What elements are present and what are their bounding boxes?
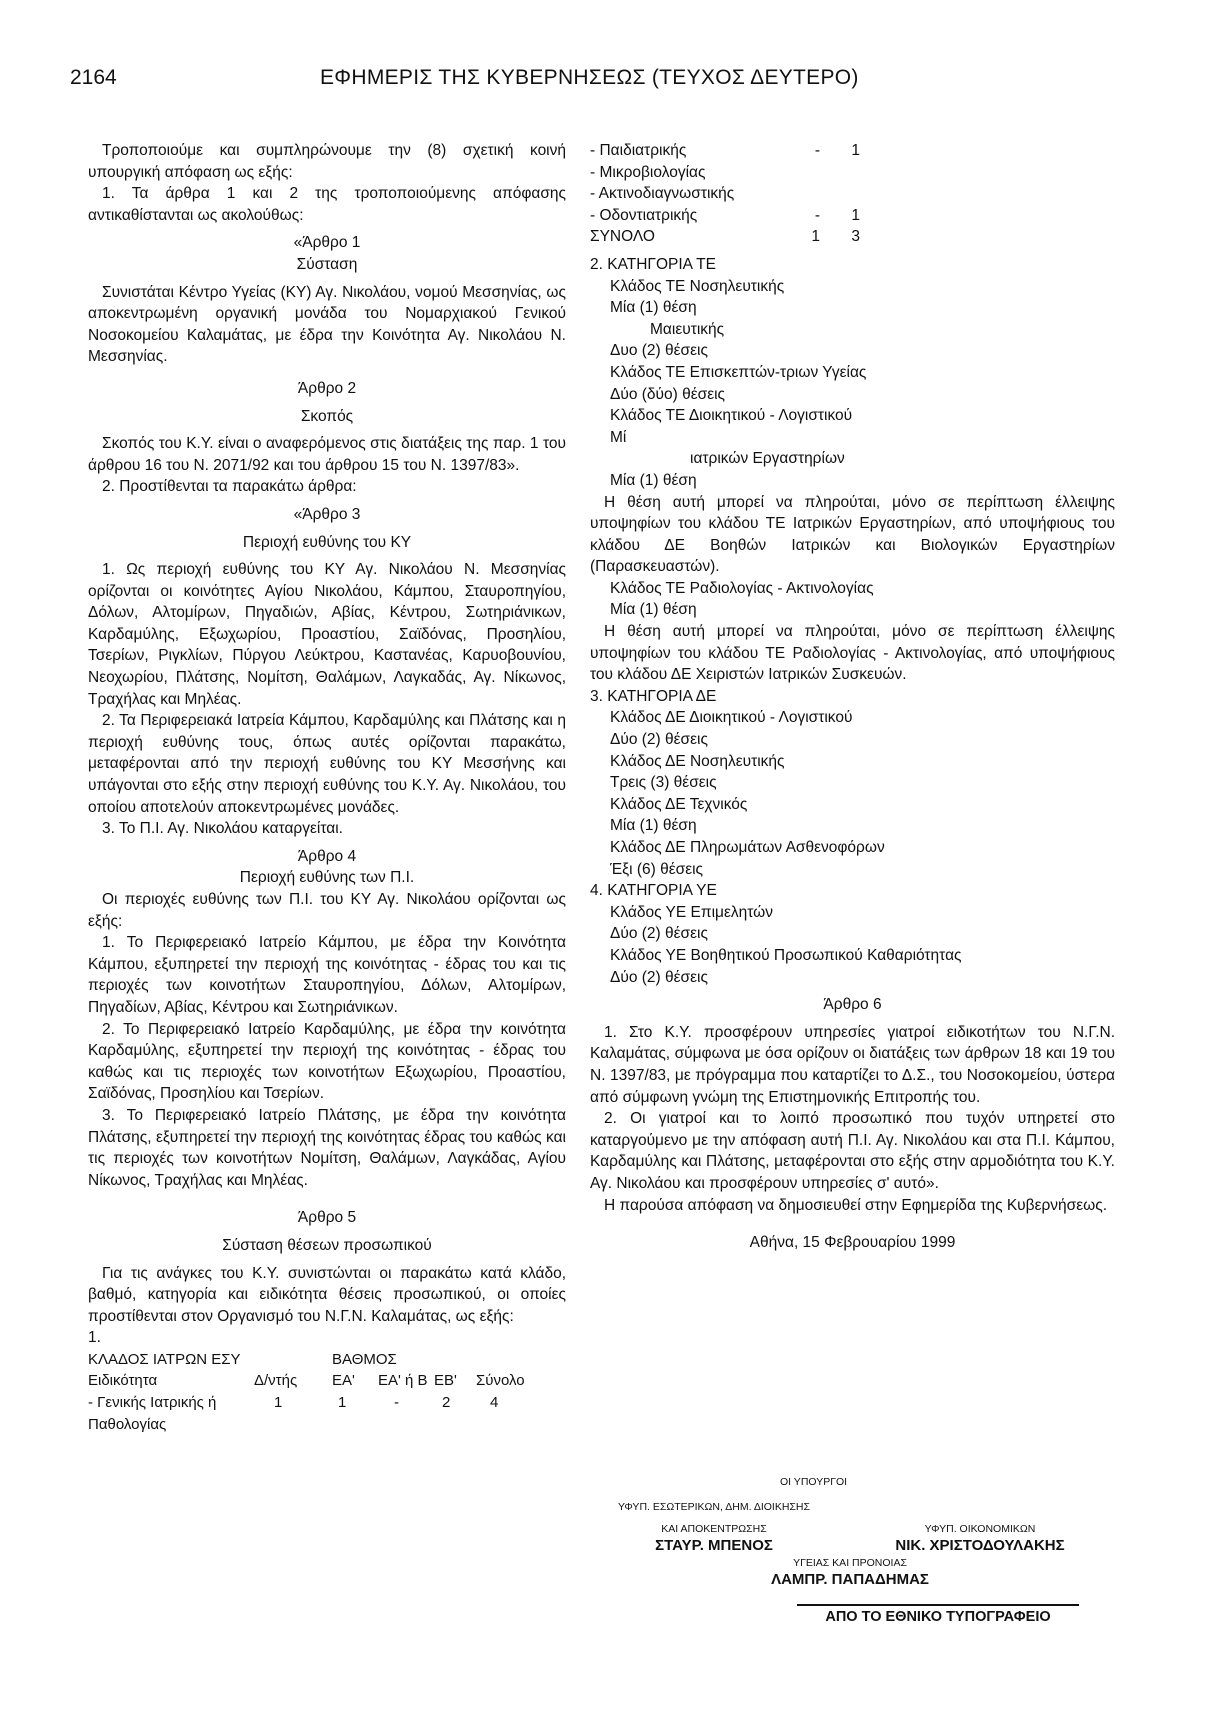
article-4-subtitle: Περιοχή ευθύνης των Π.Ι.: [239, 869, 415, 887]
article-1-subtitle: Σύσταση: [296, 255, 358, 273]
note-paragraph: Η θέση αυτή μπορεί να πληρούται, μόνο σε περίπτωση έλλειψης υποψηφίων του κλάδου ΤΕ Ραδιολογίας - Ακτινολογίας, από υποψήφιους του κλάδου ΔΕ Χειριστών Ιατρικών Συσκευών.: [590, 623, 1115, 684]
article-2-subtitle: Σκοπός: [300, 407, 354, 425]
gazette-title: ΕΦΗΜΕΡΙΣ ΤΗΣ ΚΥΒΕΡΝΗΣΕΩΣ (ΤΕΥΧΟΣ ΔΕΥΤΕΡΟ): [320, 66, 859, 89]
positions-line: Δυο (2) θέσεις: [610, 342, 708, 360]
branch-line: Κλάδος ΥΕ Επιμελητών: [610, 903, 773, 921]
table-header-cell: Δ/ντής: [254, 1372, 298, 1390]
article-4-item-3: 3. Το Περιφερειακό Ιατρείο Πλάτσης, με έδρα την κοινότητα Πλάτσης, εξυπηρετεί την περιοχή της κοινότητας έδρας του καθώς και τις περιοχές των κοινοτήτων Νομίτση, Θαλάμων, Λαγκάδας, Αγίου Νίκωνος, Τραχήλας και Μηλέας.: [88, 1106, 566, 1189]
branch-line: Κλάδος ΤΕ Νοσηλευτικής: [610, 277, 785, 295]
signature-title: ΥΓΕΙΑΣ ΚΑΙ ΠΡΟΝΟΙΑΣ: [793, 1557, 907, 1569]
signature-block-3: [730, 1556, 970, 1590]
right-column: [590, 140, 1115, 1254]
positions-line: Έξι (6) θέσεις: [610, 860, 704, 878]
paragraph-2: 2. Προστίθενται τα παρακάτω άρθρα:: [102, 478, 357, 496]
table-cell: [254, 1414, 332, 1436]
positions-line: Μία (1) θέση: [610, 299, 697, 317]
article-4-title: Άρθρο 4: [297, 847, 357, 865]
table-header-cell: ΕΒ': [434, 1372, 457, 1390]
branch-line: Κλάδος ΤΕ Επισκεπτών-τριων Υγείας: [610, 363, 867, 381]
article-5-text: Για τις ανάγκες του Κ.Υ. συνιστώνται οι παρακάτω κατά κλάδο, βαθμό, κατηγορία και ειδικότητα θέσεις προσωπικού, οι οποίες προστίθενται στον Οργανισμό του Ν.Γ.Ν. Καλαμάτας, ως εξής:: [88, 1264, 566, 1325]
table-cell: 4: [490, 1394, 499, 1412]
signature-title: ΥΦΥΠ. ΕΣΩΤΕΡΙΚΩΝ, ΔΗΜ. ΔΙΟΙΚΗΣΗΣ: [617, 1501, 810, 1513]
branch-line: Μαιευτικής: [650, 320, 725, 338]
article-4-intro: Οι περιοχές ευθύνης των Π.Ι. του ΚΥ Αγ. Νικολάου ορίζονται ως εξής:: [88, 891, 566, 930]
article-3-subtitle: Περιοχή ευθύνης του ΚΥ: [242, 533, 412, 551]
specialty-row: - Οδοντιατρικής - 1: [590, 206, 860, 224]
signature-name: ΝΙΚ. ΧΡΙΣΤΟΔΟΥΛΑΚΗΣ: [895, 1537, 1065, 1554]
positions-line: Δύο (δύο) θέσεις: [610, 385, 726, 403]
table-cell: - Γενικής Ιατρικής ή: [88, 1394, 217, 1412]
signature-title: ΥΦΥΠ. ΟΙΚΟΝΟΜΙΚΩΝ: [924, 1523, 1036, 1535]
table-cell: Παθολογίας: [88, 1415, 167, 1433]
specialty-row: - Ακτινοδιαγνωστικής: [590, 185, 735, 203]
note-paragraph: Η θέση αυτή μπορεί να πληρούται, μόνο σε περίπτωση έλλειψης υποψηφίων του κλάδου ΤΕ Ιατρικών Εργαστηρίων, από υποψήφιους του κλάδου ΔΕ Βοηθών Ιατρικών και Βιολογικών Εργαστηρίων (Παρασκευαστών).: [590, 493, 1115, 576]
table-cell: ΚΛΑΔΟΣ ΙΑΤΡΩΝ ΕΣΥ: [88, 1350, 241, 1368]
specialties-list: [590, 140, 860, 248]
table-cell: [332, 1414, 378, 1436]
branch-line: Κλάδος ΔΕ Τεχνικός: [610, 795, 748, 813]
article-6-title: Άρθρο 6: [823, 996, 882, 1014]
table-header-cell: ΕΑ' ή Β: [378, 1372, 428, 1390]
table-cell: [476, 1414, 536, 1436]
article-5-title: Άρθρο 5: [297, 1209, 357, 1227]
article-3-item-3: 3. Το Π.Ι. Αγ. Νικολάου καταργείται.: [102, 820, 343, 838]
date-line: Αθήνα, 15 Φεβρουαρίου 1999: [749, 1234, 956, 1252]
article-3-item-2: 2. Τα Περιφερειακά Ιατρεία Κάμπου, Καρδαμύλης και Πλάτσης και η περιοχή ευθύνης τους, όπως αυτές ορίζονται παρακάτω, μεταφέρονται από την περιοχή ευθύνης του ΚΥ Μεσσήνης και υπάγονται στο εξής στην περιοχή ευθύνης του Κ.Υ. Αγ. Νικολάου, του οποίου αποτελούν αποκεντρωμένες μονάδες.: [88, 712, 566, 816]
branch-line: Κλάδος ΔΕ Πληρωμάτων Ασθενοφόρων: [610, 839, 885, 856]
page-number: 2164: [70, 66, 117, 89]
ministers-label: ΟΙ ΥΠΟΥΡΓΟΙ: [780, 1476, 848, 1488]
positions-line: Μί: [610, 428, 627, 446]
positions-line: Δύο (2) θέσεις: [610, 731, 708, 749]
signature-title: ΚΑΙ ΑΠΟΚΕΝΤΡΩΣΗΣ: [661, 1523, 767, 1535]
category-de-heading: 3. ΚΑΤΗΓΟΡΙΑ ΔΕ: [590, 687, 717, 705]
table-cell: 1: [338, 1394, 347, 1412]
table-cell: [378, 1414, 434, 1436]
printer-footer: ΑΠΟ ΤΟ ΕΘΝΙΚΟ ΤΥΠΟΓΡΑΦΕΙΟ: [797, 1604, 1079, 1625]
positions-line: Μία (1) θέση: [610, 471, 697, 489]
positions-line: Δύο (2) θέσεις: [610, 925, 708, 943]
category-ye-heading: 4. ΚΑΤΗΓΟΡΙΑ ΥΕ: [590, 882, 717, 900]
signature-block-2: [860, 1522, 1100, 1556]
closing-paragraph: Η παρούσα απόφαση να δημοσιευθεί στην Εφημερίδα της Κυβερνήσεως.: [604, 1196, 1108, 1214]
article-4-item-2: 2. Το Περιφερειακό Ιατρείο Καρδαμύλης, με έδρα την κοινότητα Καρδαμύλης, εξυπηρετεί την περιοχή της κοινότητας - έδρας του καθώς και τις περιοχές των κοινοτήτων Εξωχωρίου, Προαστίου, Σαϊδόνας, Προσηλίου και Τσερίων.: [88, 1020, 566, 1103]
table-cell: 1: [274, 1394, 283, 1412]
table-cell: ΒΑΘΜΟΣ: [332, 1350, 397, 1368]
article-2-title: Άρθρο 2: [297, 379, 357, 397]
branch-line: Κλάδος ΔΕ Νοσηλευτικής: [610, 752, 785, 770]
page-header: [70, 66, 1148, 100]
article-3-title: «Άρθρο 3: [293, 505, 361, 523]
signature-block-1: [594, 1500, 834, 1556]
branch-line: Κλάδος ΥΕ Βοηθητικού Προσωπικού Καθαριότητας: [610, 946, 962, 964]
branch-line: Κλάδος ΤΕ Διοικητικού - Λογιστικού: [610, 407, 853, 425]
signature-name: ΛΑΜΠΡ. ΠΑΠΑΔΗΜΑΣ: [771, 1571, 929, 1588]
article-2-text: Σκοπός του Κ.Υ. είναι ο αναφερόμενος στις διατάξεις της παρ. 1 του άρθρου 16 του Ν. 2071/92 και του άρθρου 15 του Ν. 1397/83».: [88, 435, 566, 474]
article-5-subtitle: Σύσταση θέσεων προσωπικού: [222, 1236, 432, 1254]
intro-paragraph: Τροποποιούμε και συμπληρώνουμε την (8) σχετική κοινή υπουργική απόφαση ως εξής:: [88, 142, 566, 181]
table-cell: [476, 1349, 536, 1371]
table-header-cell: Ειδικότητα: [88, 1372, 158, 1390]
table-number: 1.: [88, 1329, 101, 1347]
article-4-item-1: 1. Το Περιφερειακό Ιατρείο Κάμπου, με έδρα την Κοινότητα Κάμπου, εξυπηρετεί την περιοχή της κοινότητας - έδρας του και τις περιοχές των κοινοτήτων Σταυροπηγίου, Δόλων, Αλτομίρων, Πηγαδίων, Αβίας, Κέντρου και Σωτηριάνικων.: [88, 934, 566, 1016]
positions-table: [88, 1349, 566, 1435]
specialty-row: - Παιδιατρικής - 1: [590, 142, 860, 159]
table-cell: [254, 1349, 332, 1371]
table-cell: [434, 1414, 476, 1436]
category-te-heading: 2. ΚΑΤΗΓΟΡΙΑ ΤΕ: [590, 255, 716, 273]
positions-line: Μία (1) θέση: [610, 817, 697, 835]
positions-line: Δύο (2) θέσεις: [610, 968, 708, 986]
branch-line: ιατρικών Εργαστηρίων: [690, 450, 845, 468]
table-cell: [434, 1349, 476, 1371]
positions-line: Τρεις (3) θέσεις: [610, 774, 717, 792]
positions-line: Μία (1) θέση: [610, 601, 697, 619]
table-cell: -: [394, 1394, 399, 1412]
paragraph-1: 1. Τα άρθρα 1 και 2 της τροποποιούμενης απόφασης αντικαθίστανται ως ακολούθως:: [88, 185, 566, 224]
specialty-row: - Μικροβιολογίας: [590, 163, 706, 181]
article-3-item-1: 1. Ως περιοχή ευθύνης του ΚΥ Αγ. Νικολάου Ν. Μεσσηνίας ορίζονται οι κοινότητες Αγίου Νικολάου, Κάμπου, Σταυροπηγίου, Δόλων, Αλτομίρων, Πηγαδιών, Αβίας, Κέντρου, Σωτηριάνικων, Καρδαμύλης, Εξωχωρίου, Προαστίου, Σαϊδόνας, Προσηλίου, Τσερίων, Ριγκλίων, Πύργου Λεύκτρου, Καστανέας, Καρυοβουνίου, Νεοχωρίου, Πλάτσης, Νομίτση, Θαλάμων, Λαγκαδάς, Αγ. Νίκωνος, Τραχήλας και Μηλέας.: [88, 561, 566, 708]
table-cell: 2: [442, 1394, 451, 1412]
article-1-text: Συνιστάται Κέντρο Υγείας (ΚΥ) Αγ. Νικολάου, νομού Μεσσηνίας, ως αποκεντρωμένη οργανική μονάδα του Νομαρχιακού Γενικού Νοσοκομείου Καλαμάτας, με έδρα την Κοινότητα Αγ. Νικολάου Ν. Μεσσηνίας.: [88, 283, 566, 366]
branch-line: Κλάδος ΔΕ Διοικητικού - Λογιστικού: [610, 709, 853, 727]
table-cell: [378, 1349, 434, 1371]
article-1-title: «Άρθρο 1: [293, 234, 361, 252]
table-header-cell: Σύνολο: [476, 1372, 525, 1390]
total-row: ΣΥΝΟΛΟ 1 3: [590, 228, 860, 246]
article-6-item-1: 1. Στο Κ.Υ. προσφέρουν υπηρεσίες γιατροί ειδικοτήτων του Ν.Γ.Ν. Καλαμάτας, σύμφωνα με όσα ορίζουν οι διατάξεις των άρθρων 18 και 19 του Ν. 1397/83, με πρόγραμμα που καταρτίζει το Δ.Σ., του Νοσοκομείου, ύστερα από σύμφωνη γνώμη της Επιστημονικής Επιτροπής του.: [590, 1023, 1115, 1106]
article-6-item-2: 2. Οι γιατροί και το λοιπό προσωπικό που τυχόν υπηρετεί στο καταργούμενο με την απόφαση αυτή Π.Ι. Αγ. Νικολάου και στα Π.Ι. Κάμπου, Καρδαμύλης και Πλάτσης, μεταφέρονται στο εξής στην αρμοδιότητα του Κ.Υ. Αγ. Νικολάου και προσφέρουν υπηρεσίες σ' αυτό».: [590, 1110, 1115, 1192]
branch-line: Κλάδος ΤΕ Ραδιολογίας - Ακτινολογίας: [610, 579, 874, 597]
left-column: [88, 140, 566, 1435]
table-header-cell: ΕΑ': [332, 1372, 355, 1390]
signature-name: ΣΤΑΥΡ. ΜΠΕΝΟΣ: [655, 1537, 773, 1554]
